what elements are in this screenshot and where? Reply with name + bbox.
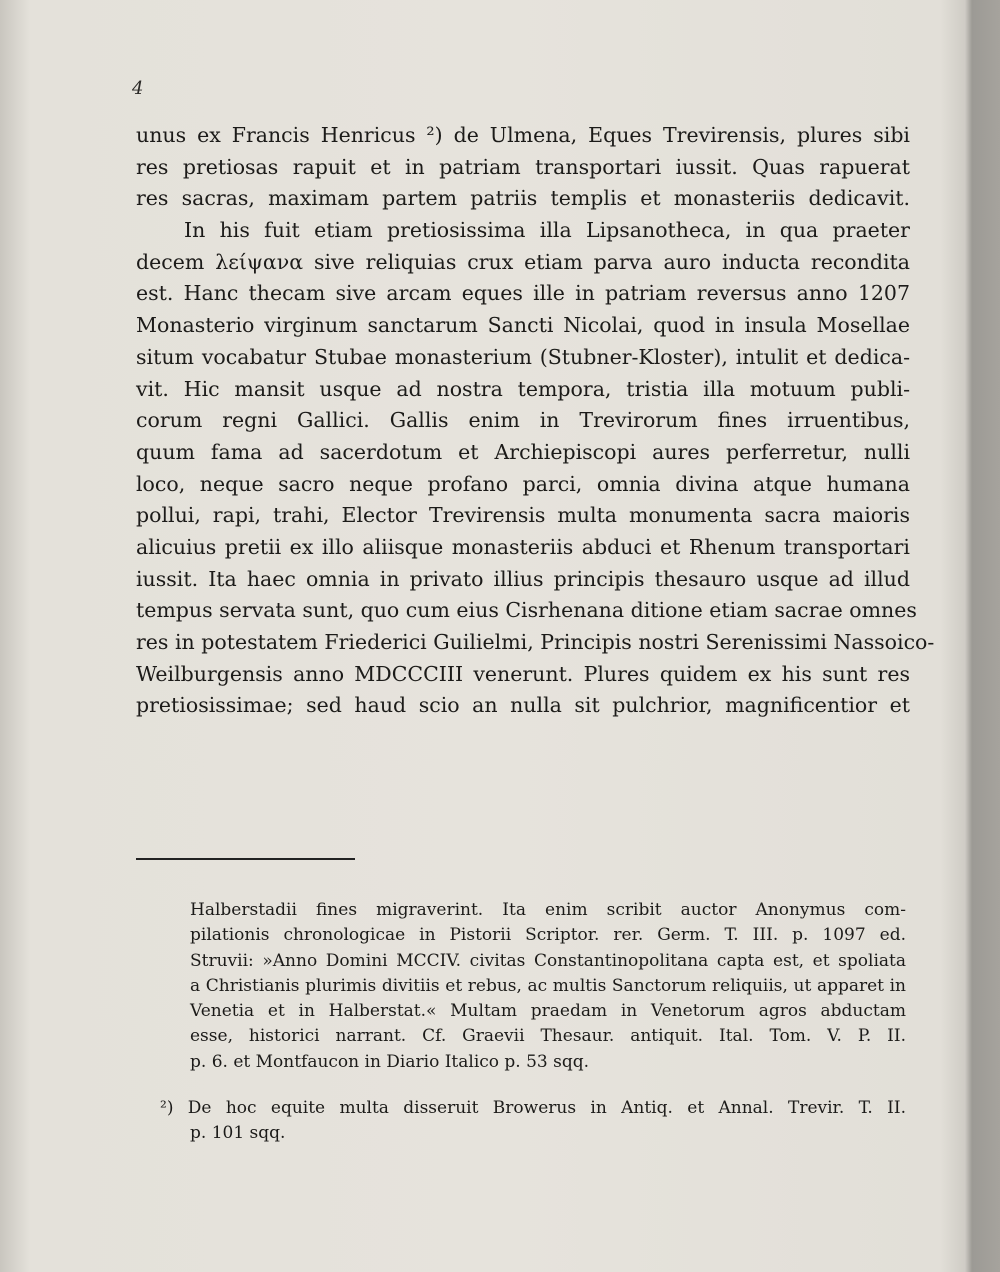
body-line: tempus servata sunt, quo cum eius Cisrhenana ditione etiam sacrae omnes <box>136 598 917 623</box>
body-line: situm vocabatur Stubae monasterium (Stubner-Kloster), intulit et dedica- <box>136 344 910 369</box>
body-line: unus ex Francis Henricus ²) de Ulmena, Eques Trevirensis, plures sibi <box>136 123 910 147</box>
body-line: Monasterio virginum sanctarum Sancti Nicolai, quod in insula Mosellae <box>136 313 910 338</box>
footnote-line: ²) De hoc equite multa disseruit Browerus in Antiq. et Annal. Trevir. T. II. <box>160 1098 906 1118</box>
page-number: 4 <box>132 78 144 99</box>
footnote-line: p. 101 sqq. <box>190 1123 286 1144</box>
body-line: quum fama ad sacerdotum et Archiepiscopi aures perferretur, nulli <box>136 439 910 464</box>
body-line: corum regni Gallici. Gallis enim in Trevirorum fines irruentibus, <box>136 408 910 433</box>
footnote-line: Venetia et in Halberstat.« Multam praedam in Venetorum agros abductam <box>190 1001 906 1022</box>
footnote-line: Struvii: »Anno Domini MCCIV. civitas Constantinopolitana capta est, et spoliata <box>190 950 906 971</box>
body-line: res in potestatem Friederici Guilielmi, Principis nostri Serenissimi Nassoico- <box>136 630 935 654</box>
body-line: In his fuit etiam pretiosissima illa Lipsanotheca, in qua praeter <box>184 218 910 243</box>
footnote-line: Halberstadii fines migraverint. Ita enim scribit auctor Anonymus com- <box>190 900 906 920</box>
body-line: loco, neque sacro neque profano parci, omnia divina atque humana <box>136 471 910 496</box>
footnote-separator-rule <box>136 858 355 860</box>
footnote-line: pilationis chronologicae in Pistorii Scriptor. rer. Germ. T. III. p. 1097 ed. <box>190 925 906 946</box>
body-line: decem λείψανα sive reliquias crux etiam parva auro inducta recondita <box>136 249 910 274</box>
body-line: alicuius pretii ex illo aliisque monasteriis abduci et Rhenum transportari <box>136 534 910 559</box>
body-line: est. Hanc thecam sive arcam eques ille in patriam reversus anno 1207 <box>136 281 910 306</box>
body-line: Weilburgensis anno MDCCCIII venerunt. Plures quidem ex his sunt res <box>136 661 910 686</box>
footnote-continuation <box>190 898 906 1075</box>
footnote-2 <box>160 1096 906 1147</box>
body-line: vit. Hic mansit usque ad nostra tempora, tristia illa motuum publi- <box>136 376 910 401</box>
body-line: pretiosissimae; sed haud scio an nulla sit pulchrior, magnificentior et <box>136 693 910 718</box>
footnote-line: a Christianis plurimis divitiis et rebus, ac multis Sanctorum reliquiis, ut apparet in <box>190 975 906 996</box>
body-line: pollui, rapi, trahi, Elector Trevirensis multa monumenta sacra maioris <box>136 503 910 528</box>
body-line: res sacras, maximam partem patriis templis et monasteriis dedicavit. <box>136 186 910 211</box>
body-line: iussit. Ita haec omnia in privato illius principis thesauro usque ad illud <box>136 566 910 591</box>
main-text-block <box>136 120 935 722</box>
body-line: res pretiosas rapuit et in patriam transportari iussit. Quas rapuerat <box>136 154 910 179</box>
footnote-line: p. 6. et Montfaucon in Diario Italico p. 53 sqq. <box>190 1051 590 1072</box>
footnote-line: esse, historici narrant. Cf. Graevii Thesaur. antiquit. Ital. Tom. V. P. II. <box>190 1026 906 1047</box>
